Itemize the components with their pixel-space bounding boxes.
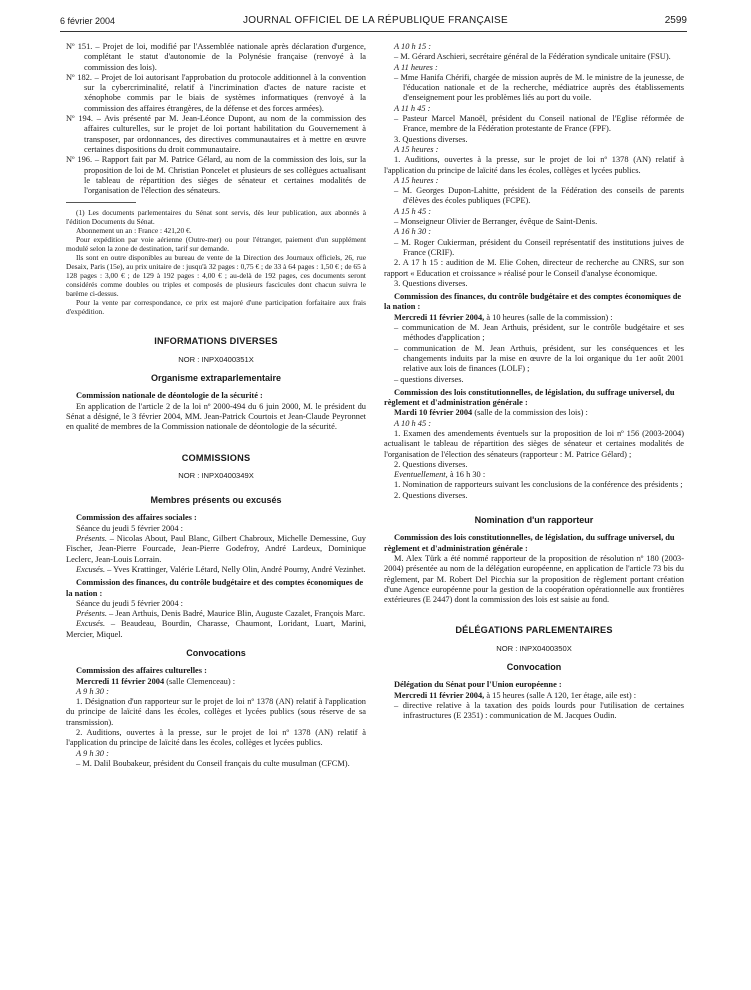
section-title-commissions: COMMISSIONS [181, 452, 251, 463]
subsection-title: Convocations [186, 647, 246, 658]
footnote-rule [66, 202, 136, 203]
time-slot: A 9 h 30 : [76, 748, 109, 758]
agenda-entry: – questions diverses. [394, 374, 464, 384]
attendance-present: Présents. – Nicolas About, Paul Blanc, Gilbert Chabroux, Michelle Demessine, Guy Fischer, Jean-Pierre Fourcade, Jean-Pierre Godefroy, André Lardeux, Dominique Leclerc, Jean-Louis Lorrain. [66, 534, 366, 564]
header-page-number: 2599 [664, 15, 687, 26]
agenda-item: 2. A 17 h 15 : audition de M. Elie Cohen, directeur de recherche au CNRS, sur son rapport « Education et croissance » réalisé pour le Conseil d'analyse économique. [384, 258, 684, 278]
agenda-item: 2. Auditions, ouvertes à la presse, sur le projet de loi nº 1378 (AN) relatif à l'application du principe de laïcité dans les écoles, collèges et lycées publics. [66, 728, 366, 748]
time-slot: A 9 h 30 : [76, 686, 109, 696]
footnote: Ils sont en outre disponibles au bureau de vente de la Direction des Journaux officiels, 26, rue Desaix, Paris (15e), au prix unitaire de : jusqu'à 32 pages : 0,75 € ; de 33 à 64 pages : 1,50 € ; de 65 à 128 pages : 3,00 € ; de 129 à 192 pages : 4,00 € ; au-delà de 192 pages, ces documents seront considérés comme doubles ou triples et composés de plusieurs fascicules dont chacun suivra le barème ci-dessus. [66, 253, 366, 299]
time-slot: A 10 h 15 : [394, 42, 432, 51]
commission-heading: Commission des lois constitutionnelles, de législation, du suffrage universel, du règlement et d'administration générale : [384, 387, 675, 408]
nor-reference: NOR : INPX0400351X [178, 354, 254, 364]
nor-reference: NOR : INPX0400350X [496, 643, 572, 653]
agenda-item: 2. Questions diverses. [394, 459, 468, 469]
commission-heading: Commission des affaires culturelles : [76, 666, 207, 676]
agenda-entry: – Mme Hanifa Chérifi, chargée de mission auprès de M. le ministre de la jeunesse, de l'éducation nationale et de la recherche, médiatrice auprès des établissements d'enseignement pour les problèmes liés au port du voile. [394, 72, 684, 103]
time-slot: A 15 heures : [394, 175, 439, 185]
commission-heading: Commission des lois constitutionnelles, de législation, du suffrage universel, du règlement et d'administration générale : [384, 533, 675, 553]
footnote: Abonnement un an : France : 421,20 €. [76, 226, 192, 236]
subsection-title: Convocation [506, 662, 562, 673]
session-date: Mercredi 11 février 2004, à 10 heures (salle de la commission) : [394, 312, 613, 322]
paragraph: En application de l'article 2 de la loi nº 2000-494 du 6 juin 2000, M. le président du Sénat a désigné, le 3 février 2004, MM. Jean-Patrick Courtois et Jean-Claude Peyronnet en qualité de membres de la Commission nationale de déontologie de la sécurité. [66, 401, 366, 432]
session-date: Mercredi 11 février 2004, à 15 heures (salle A 120, 1er étage, aile est) : [394, 690, 637, 700]
agenda-item: 1. Nomination de rapporteurs suivant les conclusions de la conférence des présidents ; [394, 480, 683, 490]
time-slot: A 15 heures : [394, 144, 439, 154]
section-title-delegations: DÉLÉGATIONS PARLEMENTAIRES [455, 625, 613, 636]
session-date: Mardi 10 février 2004 (salle de la commission des lois) : [394, 408, 588, 418]
commission-heading: Délégation du Sénat pour l'Union européenne : [394, 680, 562, 690]
attendance-present: Présents. – Jean Arthuis, Denis Badré, Maurice Blin, Auguste Cazalet, François Marc. [76, 609, 366, 619]
agenda-entry: – directive relative à la taxation des poids lourds pour l'utilisation de certaines infrastructures (E 2351) : communication de M. Jacques Oudin. [394, 700, 684, 721]
paragraph: M. Alex Türk a été nommé rapporteur de la proposition de résolution nº 180 (2003-2004) présentée au nom de la délégation européenne, en application de l'article 73 bis du règlement, par M. Robert Del Picchia sur la proposition de règlement portant création d'une Agence européenne pour la gestion de la coopération opérationnelle aux frontières extérieures (E 2447) dont la commission des lois est saisie au fond. [384, 553, 684, 605]
subsection-title: Organisme extraparlementaire [150, 373, 282, 384]
agenda-item: 1. Désignation d'un rapporteur sur le projet de loi nº 1378 (AN) relatif à l'application du principe de laïcité dans les écoles, collèges et lycées publics (sous réserve de sa transmission). [66, 697, 366, 727]
agenda-entry: – M. Roger Cukierman, président du Conseil représentatif des institutions juives de France (CRIF). [394, 237, 684, 257]
footnote: Pour expédition par voie aérienne (Outre-mer) ou pour l'étranger, paiement d'un supplément modulé selon la zone de destination, tarif sur demande. [66, 235, 366, 254]
attendance-excused: Excusés. – Beaudeau, Bourdin, Charasse, Chaumont, Loridant, Luart, Marini, Mercier, Miquel. [66, 619, 366, 639]
agenda-entry: – M. Georges Dupon-Lahitte, président de la Fédération des conseils de parents d'élèves des écoles publiques (FCPE). [394, 186, 684, 206]
session-date: Séance du jeudi 5 février 2004 : [76, 523, 183, 533]
commission-heading: Commission des finances, du contrôle budgétaire et des comptes économiques de la nation : [66, 578, 364, 598]
agenda-entry: – M. Gérard Aschieri, secrétaire général de la Fédération syndicale unitaire (FSU). [394, 52, 671, 62]
agenda-entry: – communication de M. Jean Arthuis, président, sur le contrôle budgétaire et ses méthodes d'application ; [394, 323, 684, 343]
commission-heading: Commission des affaires sociales : [76, 513, 197, 523]
footnotes [66, 208, 366, 316]
footnote: Pour la vente par correspondance, ce prix est majoré d'une participation forfaitaire aux frais d'expédition. [66, 298, 366, 317]
section-title-informations: INFORMATIONS DIVERSES [154, 336, 278, 347]
agenda-item: 3. Questions diverses. [394, 278, 468, 288]
left-column [66, 42, 366, 769]
agenda-entry: – Monseigneur Olivier de Berranger, évêque de Saint-Denis. [394, 217, 598, 227]
agenda-entry: – M. Dalil Boubakeur, président du Conseil français du culte musulman (CFCM). [76, 758, 350, 768]
header-date: 6 février 2004 [60, 16, 116, 26]
agenda-entry: – communication de M. Jean Arthuis, président, sur les conséquences et les changements induits par la mise en œuvre de la loi organique du 1er août 2001 relative aux lois de finances (LOLF) ; [394, 343, 684, 374]
agenda-item: 3. Questions diverses. [394, 134, 468, 144]
session-date: Séance du jeudi 5 février 2004 : [76, 598, 183, 608]
time-slot: A 15 h 45 : [394, 206, 432, 216]
doc-item: Nº 196. – Rapport fait par M. Patrice Gélard, au nom de la commission des lois, sur la proposition de loi de M. Christian Poncelet et plusieurs de ses collègues actualisant le tableau de répartition des sièges de sénateur et certaines modalités de l'organisation de l'élection des sénateurs. [66, 155, 366, 196]
agenda-item: 1. Examen des amendements éventuels sur la proposition de loi nº 156 (2003-2004) actualisant le tableau de répartition des sièges de sénateur et certaines modalités de l'organisation de l'élection des sénateurs (rapporteur : M. Patrice Gélard) ; [384, 428, 684, 459]
right-column [384, 42, 684, 722]
agenda-item: 2. Questions diverses. [394, 490, 468, 500]
doc-item: Nº 182. – Projet de loi autorisant l'approbation du protocole additionnel à la convention sur la cybercriminalité, relatif à l'incrimination d'actes de nature raciste et xénophobe commis par le biais de systèmes informatiques (renvoyé à la commission des affaires étrangères, de la défense et des forces armées). [66, 72, 366, 113]
time-slot: A 11 heures : [394, 62, 438, 72]
agenda-entry: – Pasteur Marcel Manoël, président du Conseil national de l'Eglise réformée de France, membre de la Fédération protestante de France (FPF). [394, 114, 684, 134]
subsection-title: Nomination d'un rapporteur [474, 515, 594, 526]
time-slot: A 10 h 45 : [394, 418, 432, 428]
commission-heading: Commission des finances, du contrôle budgétaire et des comptes économiques de la nation : [384, 292, 682, 312]
time-slot: A 11 h 45 : [394, 103, 431, 113]
doc-item: Nº 151. – Projet de loi, modifié par l'Assemblée nationale après déclaration d'urgence, complétant le statut d'autonomie de la Polynésie française (renvoyé à la commission des lois). [66, 42, 366, 72]
doc-item: Nº 194. – Avis présenté par M. Jean-Léonce Dupont, au nom de la commission des affaires culturelles, sur le projet de loi portant habilitation du Gouvernement à transposer, par ordonnances, des directives communautaires et à mettre en œuvre certaines dispositions du droit communautaire. [66, 114, 366, 154]
agenda-item: 1. Auditions, ouvertes à la presse, sur le projet de loi nº 1378 (AN) relatif à l'application du principe de laïcité dans les écoles, collèges et lycées publics. [384, 155, 684, 175]
nor-reference: NOR : INPX0400349X [178, 470, 254, 480]
subsection-title: Membres présents ou excusés [150, 495, 282, 506]
header-title: JOURNAL OFFICIEL DE LA RÉPUBLIQUE FRANÇAISE [243, 15, 508, 26]
session-date: Mercredi 11 février 2004 (salle Clemenceau) : [76, 676, 236, 686]
commission-heading: Commission nationale de déontologie de la sécurité : [76, 391, 263, 401]
attendance-excused: Excusés. – Yves Krattinger, Valérie Létard, Nelly Olin, André Pourny, André Vezinhet. [76, 564, 366, 574]
footnote: (1) Les documents parlementaires du Sénat sont servis, dès leur publication, aux abonnés à l'édition Documents du Sénat. [66, 208, 366, 227]
page-header [0, 10, 751, 32]
header-rule [60, 31, 687, 32]
time-slot: Eventuellement, à 16 h 30 : [394, 470, 486, 480]
time-slot: A 16 h 30 : [394, 227, 432, 237]
